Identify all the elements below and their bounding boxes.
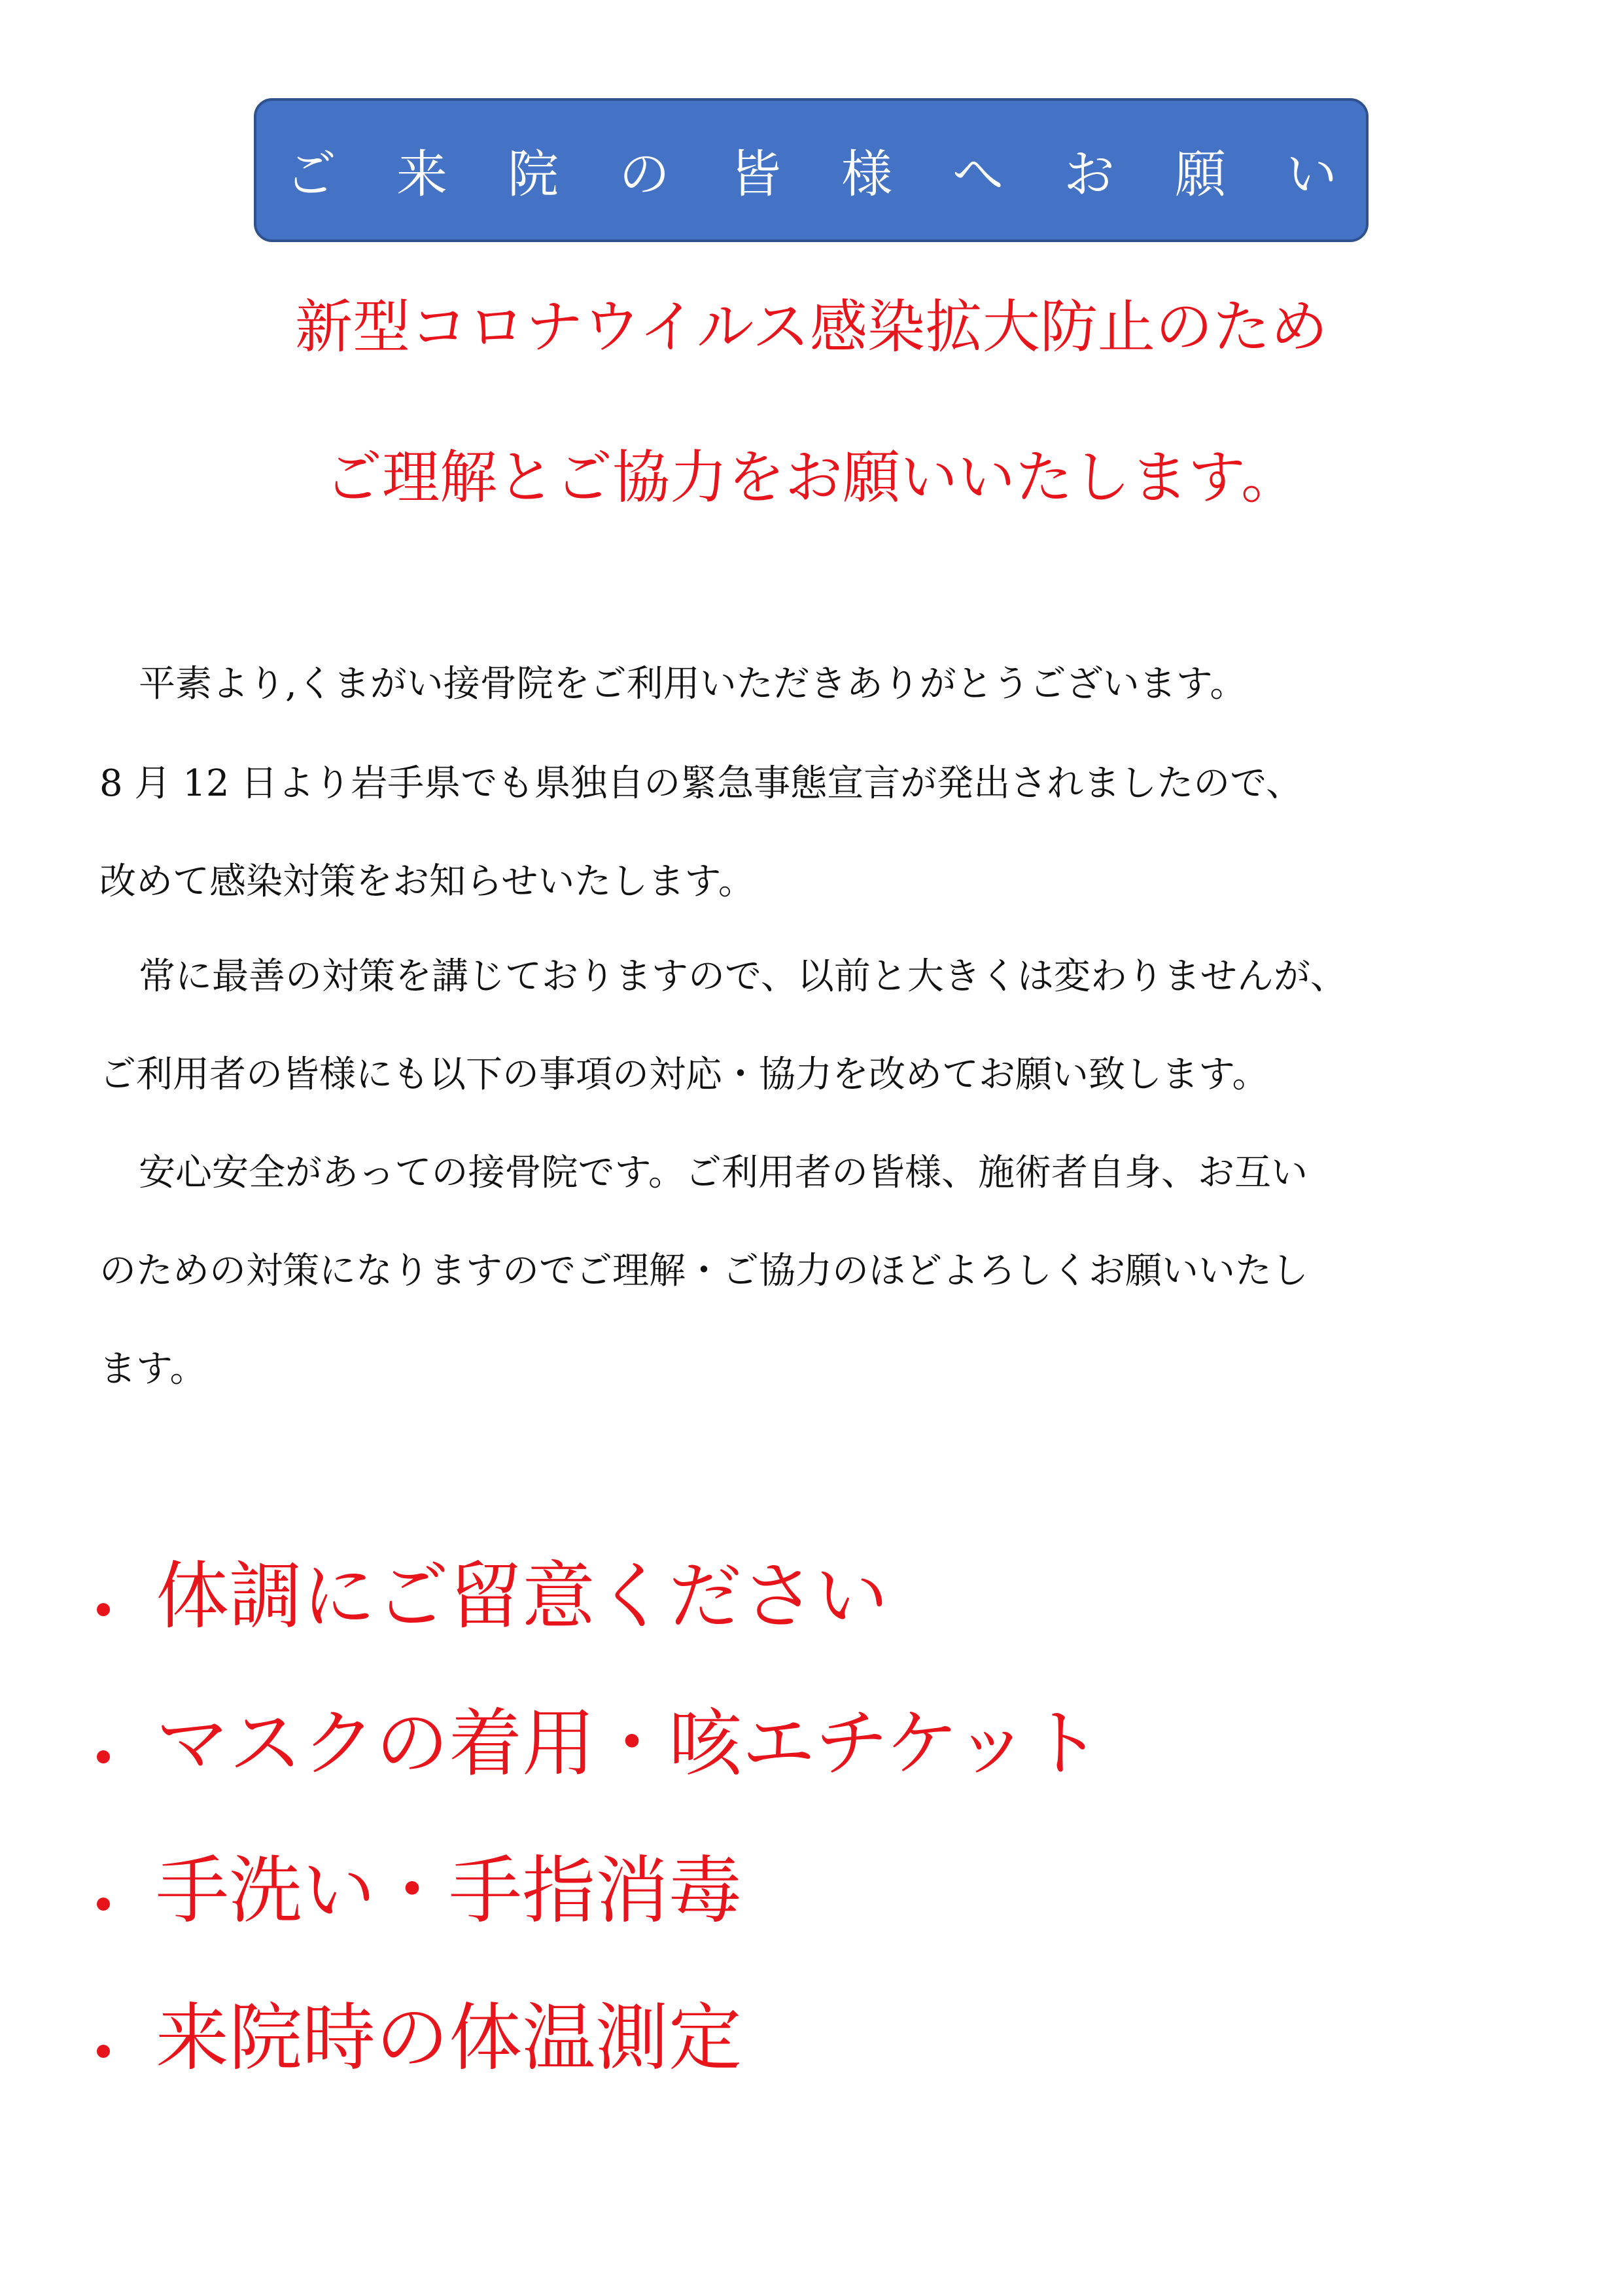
bullet-text: 手洗い・手指消毒 — [156, 1848, 742, 1934]
body-line-7: のための対策になりますのでご理解・ご協力のほどよろしくお願いいたし — [99, 1250, 1308, 1292]
body-line-4: 常に最善の対策を講じておりますので、以前と大きくは変わりませんが、 — [139, 955, 1347, 998]
bullet-dot-icon — [97, 2045, 110, 2058]
bullet-text: 来院時の体温測定 — [156, 1996, 742, 2081]
body-line-8: ます。 — [99, 1348, 207, 1390]
body-line-3: 改めて感染対策をお知らせいたします。 — [99, 860, 755, 903]
bullet-text: マスクの着用・咳エチケット — [156, 1701, 1102, 1786]
bullet-dot-icon — [97, 1898, 110, 1911]
bullet-item-temperature — [97, 1996, 742, 2081]
bullet-dot-icon — [97, 1750, 110, 1763]
subtitle-purpose: 新型コロナウイルス感染拡大防止のため — [295, 293, 1328, 361]
body-line-6: 安心安全があっての接骨院です。ご利用者の皆様、施術者自身、お互い — [139, 1152, 1308, 1194]
subtitle-request: ご理解とご協力をお願いいたします。 — [324, 444, 1299, 511]
bullet-dot-icon — [97, 1603, 110, 1616]
title-banner — [254, 98, 1397, 242]
bullet-item-health — [97, 1554, 888, 1639]
body-line-5: ご利用者の皆様にも以下の事項の対応・協力を改めてお願い致します。 — [99, 1053, 1269, 1096]
bullet-item-handwash — [97, 1848, 742, 1934]
page-title: ご来院の皆様へお願い — [285, 145, 1397, 204]
body-line-1: 平素より,くまがい接骨院をご利用いただきありがとうございます。 — [139, 663, 1247, 705]
body-line-2: 8 月 12 日より岩手県でも県独自の緊急事態宣言が発出されましたので、 — [99, 762, 1303, 805]
bullet-item-mask — [97, 1701, 1102, 1786]
bullet-text: 体調にご留意ください — [156, 1554, 888, 1639]
